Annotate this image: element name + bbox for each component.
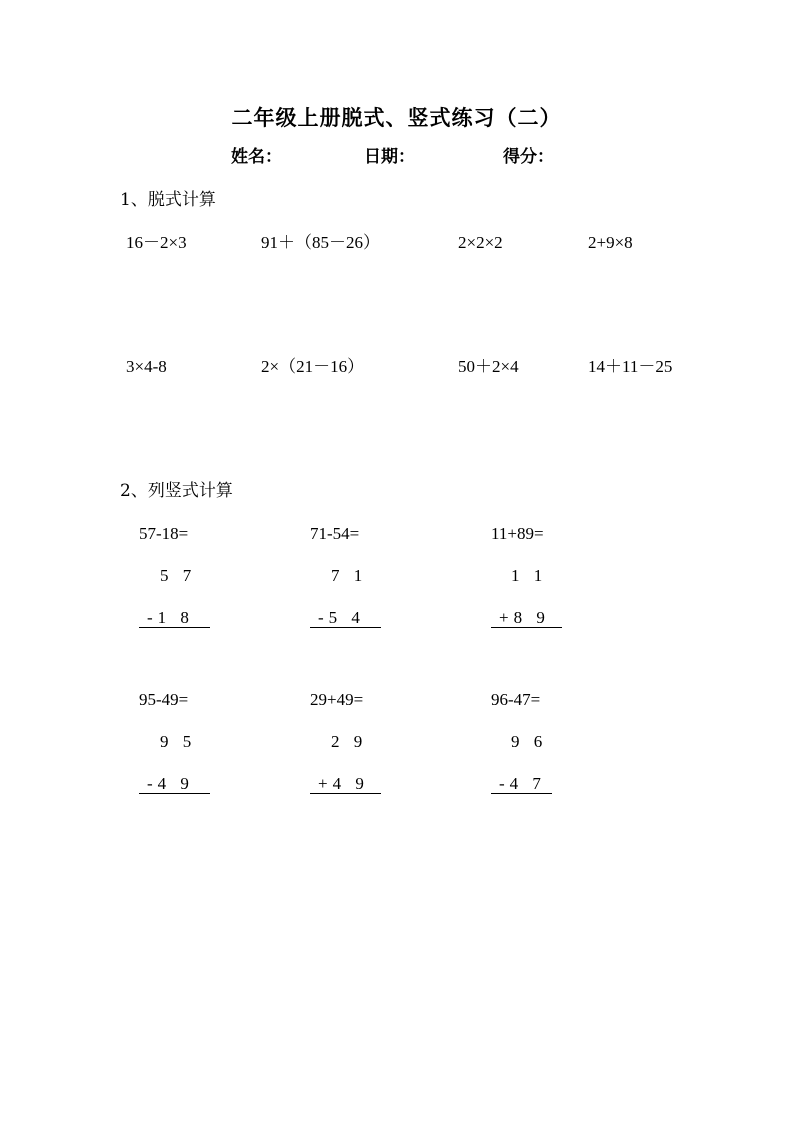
vertical-top-number: 9 5 bbox=[160, 732, 197, 751]
vertical-bottom-number: -1 8 bbox=[147, 608, 194, 627]
answer-line bbox=[310, 627, 381, 628]
expression: 2+9×8 bbox=[588, 233, 633, 252]
expression: 2×（21－16） bbox=[261, 357, 365, 376]
vertical-bottom-number: +8 9 bbox=[499, 608, 550, 627]
expression: 3×4-8 bbox=[126, 357, 167, 376]
answer-line bbox=[491, 627, 562, 628]
section2-heading: 2、列竖式计算 bbox=[120, 481, 233, 501]
vertical-bottom-number: -4 7 bbox=[499, 774, 546, 793]
vertical-top-number: 9 6 bbox=[511, 732, 548, 751]
score-label: 得分： bbox=[503, 147, 554, 167]
vertical-question: 71-54= bbox=[310, 524, 360, 543]
expression: 14＋11－25 bbox=[588, 357, 673, 376]
vertical-bottom-number: +4 9 bbox=[318, 774, 369, 793]
vertical-question: 29+49= bbox=[310, 690, 364, 709]
vertical-question: 11+89= bbox=[491, 524, 544, 543]
expression: 91＋（85－26） bbox=[261, 233, 380, 252]
expression: 16－2×3 bbox=[126, 233, 187, 252]
answer-line bbox=[491, 793, 552, 794]
vertical-bottom-number: -5 4 bbox=[318, 608, 365, 627]
vertical-top-number: 1 1 bbox=[511, 566, 548, 585]
page-title: 二年级上册脱式、竖式练习（二） bbox=[231, 105, 562, 130]
vertical-top-number: 7 1 bbox=[331, 566, 368, 585]
expression: 2×2×2 bbox=[458, 233, 503, 252]
answer-line bbox=[139, 627, 210, 628]
vertical-question: 96-47= bbox=[491, 690, 541, 709]
vertical-top-number: 5 7 bbox=[160, 566, 197, 585]
vertical-question: 57-18= bbox=[139, 524, 189, 543]
answer-line bbox=[139, 793, 210, 794]
vertical-question: 95-49= bbox=[139, 690, 189, 709]
date-label: 日期： bbox=[364, 147, 415, 167]
answer-line bbox=[310, 793, 381, 794]
section1-heading: 1、脱式计算 bbox=[120, 190, 216, 210]
vertical-bottom-number: -4 9 bbox=[147, 774, 194, 793]
expression: 50＋2×4 bbox=[458, 357, 519, 376]
name-label: 姓名： bbox=[231, 147, 282, 167]
vertical-top-number: 2 9 bbox=[331, 732, 368, 751]
